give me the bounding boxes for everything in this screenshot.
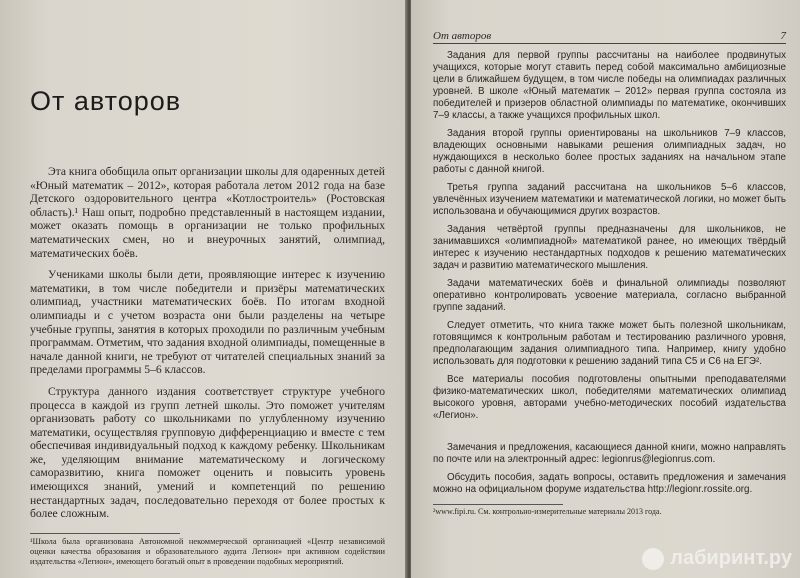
right-paragraph: Третья группа заданий рассчитана на школьников 5–6 классов, увлечённых изучением математики и математической логики, но может быть использована и обучающимися других возрастов.: [433, 182, 786, 217]
right-paragraph: Задания четвёртой группы предназначены для школьников, не занимавшихся «олимпиадной» математикой ранее, но имеющих твёрдый интерес к изучению нестандартных подходов к решению математических задач и развитию математического мышления.: [433, 224, 786, 271]
left-body-text: [30, 165, 385, 521]
page-number: 7: [780, 30, 786, 42]
running-head-title: От авторов: [433, 30, 492, 42]
left-footnote: ¹Школа была организована Автономной некоммерческой организацией «Центр независимой оценки качества образования и образовательного аудита Легион» при активном содействии издательства «Легион», имеющего богатый опыт в проведении подобных мероприятий.: [30, 536, 385, 566]
right-paragraph: Задачи математических боёв и финальной олимпиады позволяют оперативно контролировать усвоение материала, согласно выбранной группе заданий.: [433, 278, 786, 313]
right-footnote: ²www.fipi.ru. См. контрольно-измерительные материалы 2013 года.: [433, 507, 662, 516]
watermark: [642, 547, 792, 570]
chapter-title: От авторов: [30, 86, 182, 116]
right-page: [411, 0, 800, 578]
footnote-divider: [30, 533, 180, 534]
right-paragraph: Задания второй группы ориентированы на школьников 7–9 классов, владеющих основными навыками решения олимпиадных задач, но нуждающихся в несколько более простых заданиях на начальном этапе работы с данной книгой.: [433, 128, 786, 175]
right-paragraph: Задания для первой группы рассчитаны на наиболее продвинутых учащихся, которые могут ставить перед собой максимально амбициозные цели в ближайшем будущем, в том числе победы на олимпиадах различных уровней. В школе «Юный математик – 2012» первая группа состояла из победителей и призеров областной олимпиады по математике, окончивших 7–9 классы, а также учащихся профильных школ.: [433, 50, 786, 121]
right-paragraph: Замечания и предложения, касающиеся данной книги, можно направлять по почте или на электронный адрес: legionrus@legionrus.com.: [433, 442, 786, 465]
left-paragraph: Учениками школы были дети, проявляющие интерес к изучению математики, в том числе победители и призёры математических олимпиад, участники математических боёв. По итогам входной олимпиады и с учетом возраста они были разделены на четыре учебные группы, занятия в которых проходили по различным учебным программам. Отметим, что задания входной олимпиады, помещенные в начале данной книги, не требуют от читателей специальных знаний за пределами программы 5–6 классов.: [30, 268, 385, 377]
left-paragraph: Эта книга обобщила опыт организации школы для одаренных детей «Юный математик – 2012», которая работала летом 2012 года на базе Детского оздоровительного центра «Котлостроитель» (Ростовская область).¹ Наш опыт, подробно представленный в настоящем издании, может оказать помощь в организации не только профильных математических смен, но и внеурочных занятий, олимпиад, математических боёв.: [30, 165, 385, 260]
labirint-logo-icon: [642, 548, 664, 570]
footnote-divider: [433, 504, 563, 505]
right-body-text: [433, 50, 786, 496]
right-paragraph: Следует отметить, что книга также может быть полезной школьникам, готовящимся к контрольным работам и тестированию различного уровня, предполагающим задания олимпиадного типа. Например, книгу удобно использовать для подготовки к решению заданий типа С5 и С6 на ЕГЭ².: [433, 320, 786, 367]
watermark-text: лабиринт.ру: [670, 547, 792, 569]
right-paragraph: Все материалы пособия подготовлены опытными преподавателями физико-математических школ, победителями математических олимпиад высокого уровня, авторами учебно-методических пособий издательства «Легион».: [433, 374, 786, 421]
right-paragraph: Обсудить пособия, задать вопросы, оставить предложения и замечания можно на официальном форуме издательства http://legionr.rossite.org.: [433, 472, 786, 495]
running-head: [433, 30, 786, 44]
left-paragraph: Структура данного издания соответствует структуре учебного процесса в каждой из групп летней школы. Это поможет учителям организовать работу со школьниками по углубленному изучению математики, осуществляя групповую дифференциацию и вместе с тем обеспечивая индивидуальный подход к каждому ребенку. Школьникам же, уделяющим внимание математическому и логическому саморазвитию, книга поможет оценить и повысить уровень имеющихся знаний, умений и компетенций по решению нестандартных задач, последовательно переходя от более простых к более сложным.: [30, 384, 385, 521]
